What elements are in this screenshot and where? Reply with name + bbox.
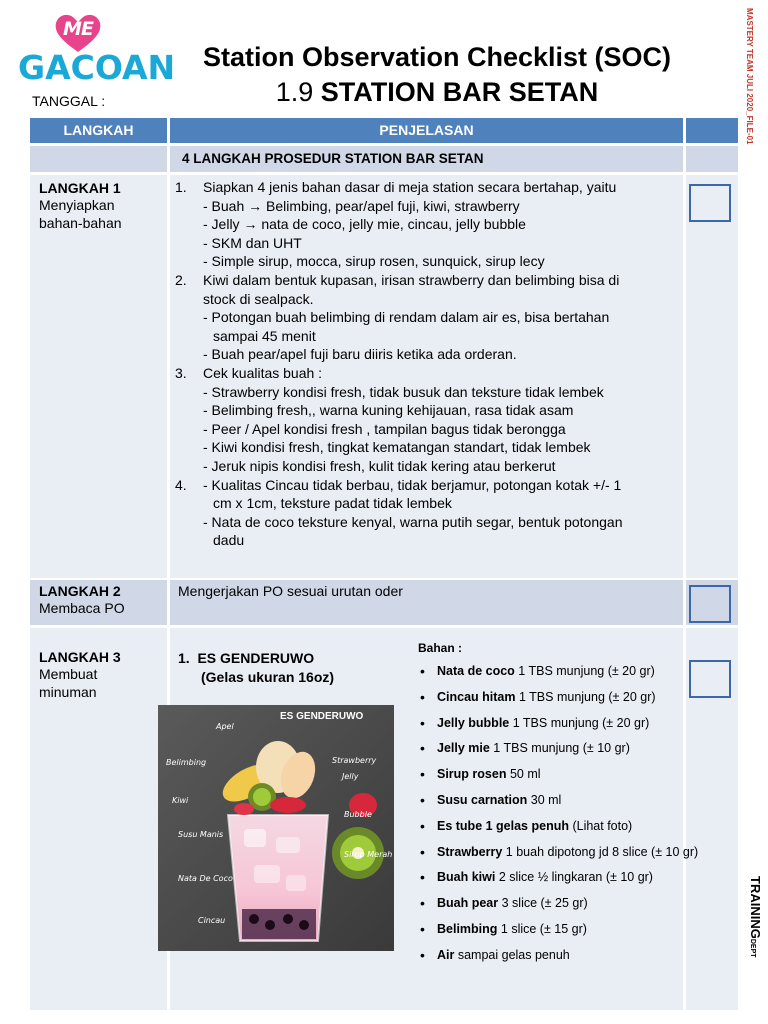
column-header-step: LANGKAH: [30, 118, 167, 143]
brand-logo: [18, 12, 176, 94]
list-item: • Jelly bubble 1 TBS munjung (± 20 gr): [420, 716, 698, 742]
photo-label: Bubble: [344, 810, 372, 819]
drink-heading: [178, 649, 334, 687]
list-item: 4. - Kualitas Cincau tidak berbau, tidak berjamur, potongan kotak +/- 1: [175, 476, 622, 493]
list-item: - SKM dan UHT: [203, 234, 302, 251]
list-item: sampai 45 menit: [213, 327, 316, 344]
list-item: - Nata de coco teksture kenyal, warna putih segar, bentuk potongan: [203, 513, 623, 530]
photo-label: Susu Manis: [178, 830, 224, 839]
list-item: - Peer / Apel kondisi fresh , tampilan bagus tidak berongga: [203, 420, 566, 437]
list-item: • Es tube 1 gelas penuh (Lihat foto): [420, 819, 698, 845]
drink-number: 1.: [178, 650, 190, 666]
list-item: - Jelly → nata de coco, jelly mie, cincau, jelly bubble: [203, 216, 526, 233]
list-item: 2. Kiwi dalam bentuk kupasan, irisan strawberry dan belimbing bisa di: [175, 271, 620, 288]
list-item: - Strawberry kondisi fresh, tidak busuk dan teksture tidak lembek: [203, 383, 604, 400]
drink-size: (Gelas ukuran 16oz): [201, 669, 335, 685]
list-item: 1. Siapkan 4 jenis bahan dasar di meja station secara bertahap, yaitu: [175, 179, 617, 195]
ingredient-list: [420, 664, 698, 974]
list-item: • Air sampai gelas penuh: [420, 948, 698, 974]
column-header-check: [686, 118, 738, 143]
training-text: TRAINING: [748, 876, 763, 939]
step2-label-cell: [30, 580, 167, 625]
list-item: • Jelly mie 1 TBS munjung (± 10 gr): [420, 741, 698, 767]
step1-label-cell: [30, 175, 167, 578]
photo-label: Apel: [216, 722, 234, 731]
list-item: • Buah kiwi 2 slice ½ lingkaran (± 10 gr): [420, 870, 698, 896]
station-name: STATION BAR SETAN: [320, 77, 599, 107]
section-band-right: [686, 146, 738, 172]
step2-description: Mengerjakan PO sesuai urutan oder: [178, 583, 403, 599]
section-band-left: [30, 146, 167, 172]
list-item: - Buah pear/apel fuji baru diiris ketika ada orderan.: [203, 346, 517, 363]
photo-label: Kiwi: [172, 796, 189, 805]
step1-check-cell: [686, 175, 738, 578]
list-item: • Cincau hitam 1 TBS munjung (± 20 gr): [420, 690, 698, 716]
step1-subtitle-1: Menyiapkan: [39, 197, 115, 213]
list-item: • Strawberry 1 buah dipotong jd 8 slice (± 10 gr): [420, 845, 698, 871]
station-number: 1.9: [275, 77, 314, 107]
step1-checkbox[interactable]: [689, 184, 731, 222]
photo-label: Strawberry: [332, 756, 377, 765]
photo-title: ES GENDERUWO: [280, 711, 364, 722]
photo-label: Sirup Merah: [344, 850, 393, 859]
step3-title: LANGKAH 3: [39, 649, 121, 665]
training-dept-stamp: [745, 876, 765, 972]
photo-label: Belimbing: [166, 758, 207, 767]
list-item: • Nata de coco 1 TBS munjung (± 20 gr): [420, 664, 698, 690]
list-item: 3. Cek kualitas buah :: [175, 364, 323, 381]
list-item: - Jeruk nipis kondisi fresh, kulit tidak kering atau berkerut: [203, 457, 556, 474]
step3-label-cell: [30, 628, 167, 1010]
list-item: • Sirup rosen 50 ml: [420, 767, 698, 793]
logo-me-text: ME: [63, 18, 93, 40]
list-item: - Belimbing fresh,, warna kuning kehijauan, rasa tidak asam: [203, 402, 574, 419]
drink-photo: [158, 705, 394, 951]
list-item: - Kiwi kondisi fresh, tingkat kematangan standart, tidak lembek: [203, 439, 591, 456]
date-label: TANGGAL :: [32, 93, 106, 109]
section-title: 4 LANGKAH PROSEDUR STATION BAR SETAN: [170, 146, 683, 172]
page-subtitle: [170, 77, 704, 108]
list-item: dadu: [213, 532, 245, 549]
list-item: - Simple sirup, mocca, sirup rosen, sunquick, sirup lecy: [203, 253, 545, 270]
step3-subtitle-1: Membuat: [39, 666, 98, 682]
photo-label: Cincau: [198, 916, 226, 925]
step2-subtitle: Membaca PO: [39, 600, 125, 616]
column-header-description: PENJELASAN: [170, 118, 683, 143]
list-item: • Susu carnation 30 ml: [420, 793, 698, 819]
logo-wordmark: GACOAN: [18, 48, 176, 87]
drink-photo-illustration: [158, 705, 394, 951]
dept-text: DEPT: [749, 938, 756, 958]
step2-checkbox[interactable]: [689, 585, 731, 623]
list-item: stock di sealpack.: [203, 290, 314, 307]
photo-label: Nata De Coco: [178, 874, 233, 883]
page-title: Station Observation Checklist (SOC): [202, 42, 672, 72]
step2-description-cell: [170, 580, 683, 625]
document-code-text: MASTERY TEAM JULI 2020_FILE-01: [745, 8, 754, 145]
step3-subtitle-2: minuman: [39, 684, 97, 700]
step1-instructions: [175, 178, 623, 550]
step1-title: LANGKAH 1: [39, 180, 121, 196]
photo-label: Jelly: [342, 772, 359, 781]
list-item: - Buah → Belimbing, pear/apel fuji, kiwi, strawberry: [203, 197, 520, 214]
list-item: - Potongan buah belimbing di rendam dalam air es, bisa bertahan: [203, 309, 610, 326]
drink-name: ES GENDERUWO: [197, 650, 315, 666]
list-item: • Buah pear 3 slice (± 25 gr): [420, 896, 698, 922]
list-item: • Belimbing 1 slice (± 15 gr): [420, 922, 698, 948]
step1-subtitle-2: bahan-bahan: [39, 215, 122, 231]
document-code: [744, 8, 764, 158]
list-item: cm x 1cm, teksture padat tidak lembek: [213, 495, 452, 512]
step2-title: LANGKAH 2: [39, 583, 121, 599]
ingredients-label: Bahan :: [418, 641, 463, 655]
